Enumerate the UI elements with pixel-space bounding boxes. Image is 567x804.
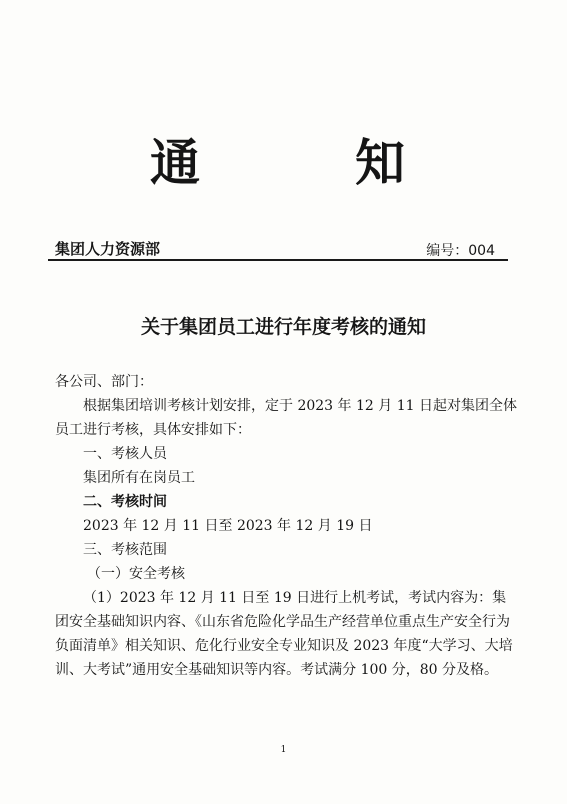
section-2-text: 2023 年 12 月 11 日至 2023 年 12 月 19 日 (83, 518, 373, 534)
document-number: 编号：004 (426, 243, 495, 259)
section-3-heading: 三、考核范围 (83, 542, 167, 558)
section-1-text: 集团所有在岗员工 (83, 470, 195, 486)
document-title: 关于集团员工进行年度考核的通知 (140, 316, 426, 338)
page-number: 1 (280, 745, 287, 755)
section-1-heading: 一、考核人员 (83, 446, 167, 462)
section-3-item-1: （1）2023 年 12 月 11 日至 19 日进行上机考试，考试内容为：集团安全基础知识内容、《山东省危险化学品生产经营单位重点生产安全行为负面清单》相关知识、危化行业安全专业知识及 2023 年度“大学习、大培训、大考试”通用安全基础知识等内容。考试满分 100 分，80 分及格。 (55, 590, 513, 678)
section-2-heading: 二、考核时间 (83, 494, 167, 510)
intro-paragraph: 根据集团培训考核计划安排，定于 2023 年 12 月 11 日起对集团全体员工进行考核，具体安排如下： (55, 398, 517, 438)
salutation: 各公司、部门： (55, 374, 153, 390)
document-body (55, 370, 517, 682)
headline-char-2: 知 (355, 133, 405, 192)
notice-headline (0, 128, 567, 198)
headline-char-1: 通 (150, 133, 200, 192)
issuing-department: 集团人力资源部 (55, 240, 161, 258)
section-3-subheading: （一）安全考核 (87, 566, 185, 582)
header-rule-divider (48, 259, 508, 261)
